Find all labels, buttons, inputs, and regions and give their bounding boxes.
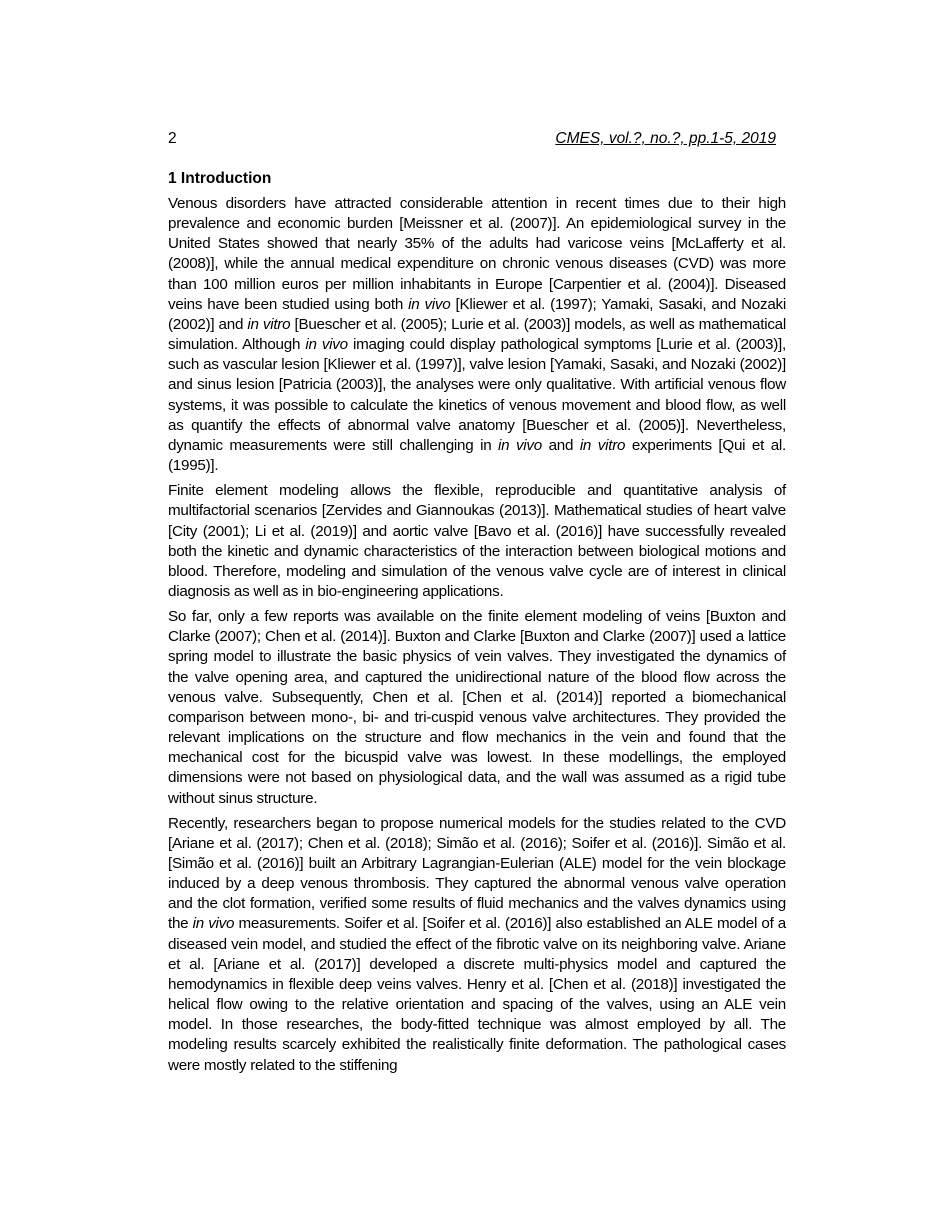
journal-running-head: CMES, vol.?, no.?, pp.1-5, 2019 (555, 130, 776, 147)
paragraph-text: [Buescher et al. (2005); Lurie et al. (2003)] models, as well as mathematical simulation. Although (168, 315, 787, 354)
italic-term: in vivo (498, 436, 542, 454)
paragraph-text: measurements. Soifer et al. [Soifer et al. (2016)] also established an ALE model of a diseased vein model, and studied the effect of the fibrotic valve on its neighboring valve. Ariane et al. [Ariane et al. (2017)] developed a discrete multi-physics model and captured the hemodynamics in flexible deep veins valves. Henry et al. [Chen et al. (2018)] investigated the helical flow owing to the relative orientation and spacing of the valves, using an ALE vein model. In those researches, the body-fitted technique was almost employed by all. The modeling results scarcely exhibited the realistically finite deformation. The pathological cases were mostly related to the stiffening (168, 915, 786, 1074)
paragraph-text: Recently, researchers began to propose numerical models for the studies related to the CVD [Ariane et al. (2017); Chen et al. (2018); Simão et al. (2016); Soifer et al. (2016)]. Simão et al. [Simão et al. (2016)] built an Arbitrary Lagrangian-Eulerian (ALE) model for the vein blockage induced by a deep venous thrombosis. They captured the abnormal venous valve operation and the clot formation, verified some results of fluid mechanics and the valves dynamics using the (168, 814, 786, 933)
italic-term: in vivo (408, 295, 451, 313)
paragraph-text: imaging could display pathological symptoms [Lurie et al. (2003)], such as vascular lesion [Kliewer et al. (1997)], valve lesion [Yamaki, Sasaki, and Nozaki (2002)] and sinus lesion [Patricia (2003)], the analyses were only qualitative. With artificial venous flow systems, it was possible to calculate the kinetics of venous movement and blood flow, as well as quantify the effects of abnormal valve anatomy [Buescher et al. (2005)]. Nevertheless, dynamic measurements were still challenging in (168, 336, 786, 454)
paragraph-text: Venous disorders have attracted considerable attention in recent times due to their high prevalence and economic burden [Meissner et al. (2007)]. An epidemiological survey in the United States showed that nearly 35% of the adults had varicose veins [McLafferty et al. (2008)], while the annual medical expenditure on chronic venous diseases (CVD) was more than 100 million euros per million inhabitants in Europe [Carpentier et al. (2004)]. Diseased veins have been studied using both (168, 195, 786, 313)
paragraph-1 (168, 194, 786, 476)
page-header (168, 130, 776, 150)
paragraph-2: Finite element modeling allows the flexible, reproducible and quantitative analysis of multifactorial scenarios [Zervides and Giannoukas (2013)]. Mathematical studies of heart valve [City (2001); Li et al. (2019)] and aortic valve [Bavo et al. (2016)] have successfully revealed both the kinetic and dynamic characteristics of the interaction between biological motions and blood. Therefore, modeling and simulation of the venous valve cycle are of interest in clinical diagnosis as well as in bio-engineering applications. (168, 482, 786, 600)
italic-term: in vivo (192, 915, 235, 933)
italic-term: in vitro (579, 436, 626, 454)
italic-term: in vitro (247, 315, 291, 333)
page-number: 2 (168, 130, 177, 147)
paragraph-text: [Kliewer et al. (1997); Yamaki, Sasaki, and Nozaki (2002)] and (168, 295, 786, 333)
paragraph-text: and (541, 436, 580, 454)
section-heading: 1 Introduction (168, 170, 272, 187)
paragraph-text: experiments [Qui et al. (1995)]. (168, 436, 786, 475)
article-body (168, 169, 786, 1081)
paragraph-3: So far, only a few reports was available on the finite element modeling of veins [Buxton and Clarke (2007); Chen et al. (2014)]. Buxton and Clarke [Buxton and Clarke (2007)] used a lattice spring model to illustrate the basic physics of vein valves. They investigated the dynamics of the valve opening area, and captured the unidirectional nature of the blood flow across the venous valve. Subsequently, Chen et al. [Chen et al. (2014)] reported a biomechanical comparison between mono-, bi- and tri-cuspid venous valve architectures. They provided the relevant implications on the structure and flow mechanics in the vein and found that the mechanical cost for the bicuspid valve was lowest. In these modellings, the employed dimensions were not based on physiological data, and the wall was assumed as a rigid tube without sinus structure. (168, 608, 786, 807)
paragraph-4 (168, 814, 786, 1076)
italic-term: in vivo (305, 336, 348, 354)
